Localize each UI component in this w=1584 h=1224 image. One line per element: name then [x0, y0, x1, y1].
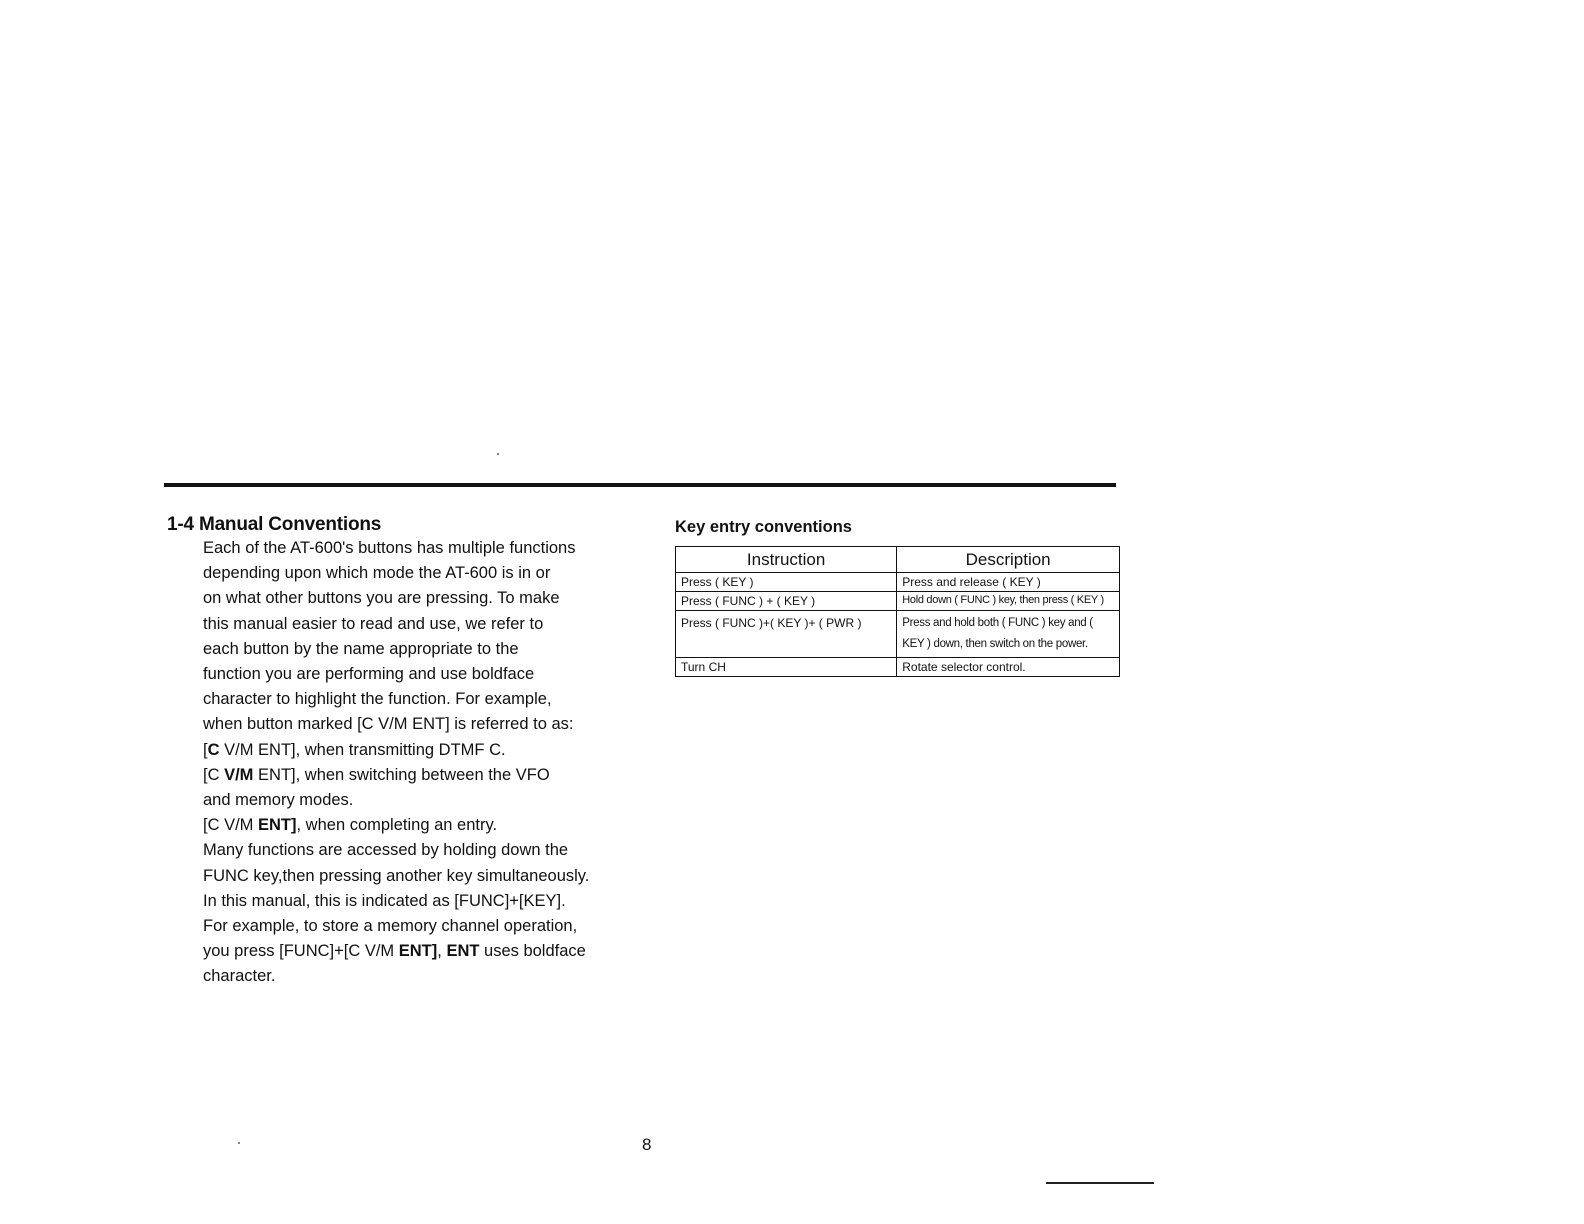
body-line: depending upon which mode the AT-600 is in or	[203, 564, 551, 583]
table-row	[676, 592, 1120, 611]
top-rule	[164, 483, 1116, 487]
description-cell: Hold down ( FUNC ) key, then press ( KEY )	[897, 592, 1120, 611]
body-line: character to highlight the function. For example,	[203, 690, 552, 709]
section-title: 1-4 Manual Conventions	[167, 514, 382, 535]
example-line-vm: [C V/M ENT], when switching between the VFO	[203, 765, 550, 784]
scan-speck	[238, 1142, 240, 1144]
body-line: character.	[203, 967, 276, 986]
example-line-dtmf: [C V/M ENT], when transmitting DTMF C.	[203, 740, 506, 759]
body-line: FUNC key,then pressing another key simultaneously.	[203, 866, 590, 885]
example-line-ent: [C V/M ENT], when completing an entry.	[203, 816, 498, 835]
header-instruction: Instruction	[676, 547, 897, 573]
final-example-line: you press [FUNC]+[C V/M ENT], ENT uses boldface	[203, 942, 586, 961]
page-number: 8	[642, 1135, 652, 1154]
description-cell: Press and hold both ( FUNC ) key and ( KEY ) down, then switch on the power.	[897, 611, 1120, 658]
body-line: each button by the name appropriate to the	[203, 639, 519, 658]
instruction-cell: Turn CH	[676, 658, 897, 677]
conventions-body	[203, 536, 643, 990]
body-line: on what other buttons you are pressing. To make	[203, 589, 560, 608]
body-line: Many functions are accessed by holding down the	[203, 841, 569, 860]
bottom-rule	[1046, 1182, 1154, 1184]
body-line: this manual easier to read and use, we refer to	[203, 614, 544, 633]
key-table-title: Key entry conventions	[675, 518, 852, 536]
description-cell: Rotate selector control.	[897, 658, 1120, 677]
instruction-cell: Press ( KEY )	[676, 573, 897, 592]
example-line-modes: and memory modes.	[203, 791, 354, 810]
scan-speck	[497, 453, 499, 455]
table-header-row	[676, 547, 1120, 573]
description-cell: Press and release ( KEY )	[897, 573, 1120, 592]
table-row	[676, 611, 1120, 658]
body-line: Each of the AT-600's buttons has multiple functions	[203, 539, 576, 557]
body-line: when button marked [C V/M ENT] is referred to as:	[203, 715, 574, 734]
table-row	[676, 573, 1120, 592]
body-line: In this manual, this is indicated as [FUNC]+[KEY].	[203, 891, 566, 910]
header-description: Description	[897, 547, 1120, 573]
body-line: For example, to store a memory channel operation,	[203, 917, 578, 936]
key-entry-table	[675, 546, 1120, 677]
body-line: function you are performing and use boldface	[203, 665, 535, 684]
instruction-cell: Press ( FUNC )+( KEY )+ ( PWR )	[676, 611, 897, 658]
instruction-cell: Press ( FUNC ) + ( KEY )	[676, 592, 897, 611]
table-row	[676, 658, 1120, 677]
